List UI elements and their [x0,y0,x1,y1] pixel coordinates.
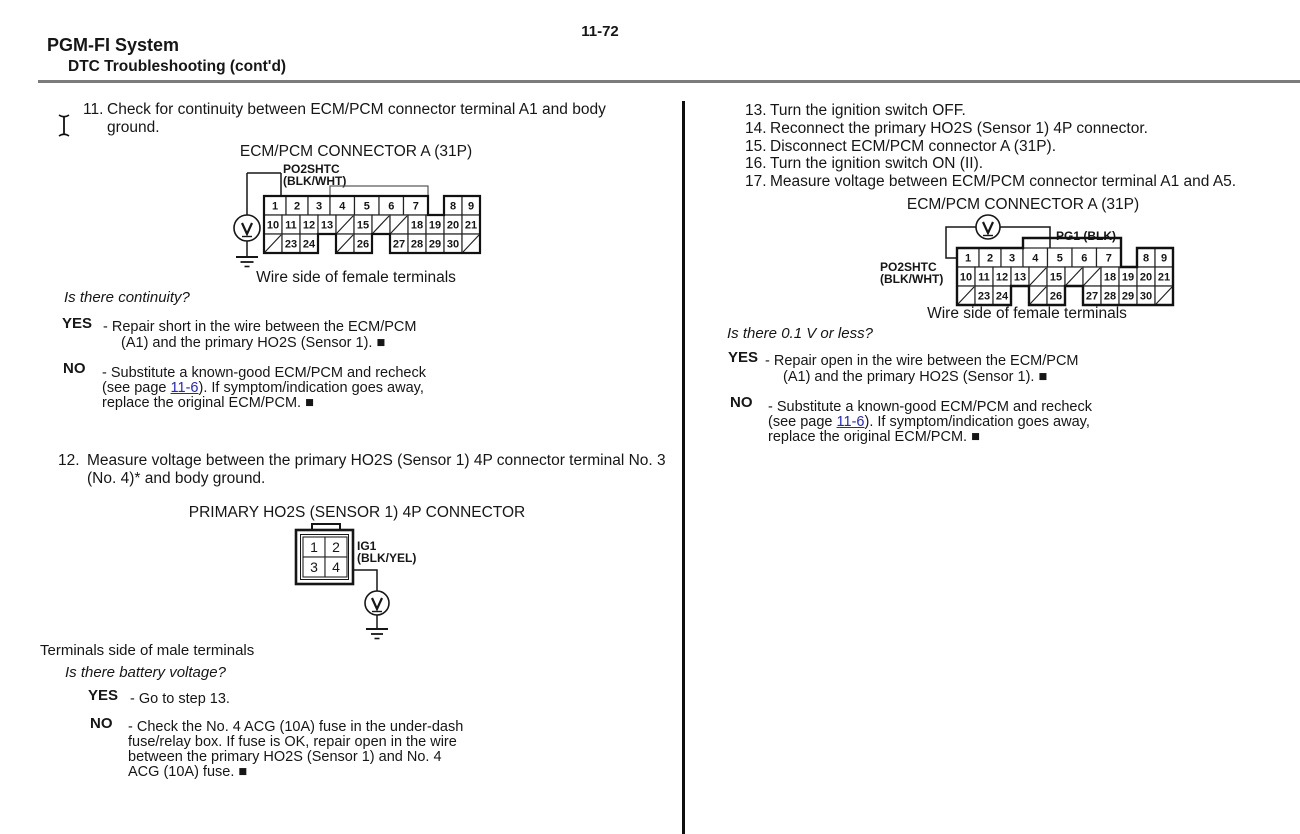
no-label: NO [63,360,86,377]
yes-text-line: (A1) and the primary HO2S (Sensor 1). ■ [783,369,1048,385]
question-continuity: Is there continuity? [64,289,190,306]
terminal-number: 3 [1008,252,1016,265]
terminal-number: 9 [467,200,475,213]
step-number: 15. [745,138,767,155]
terminal-number: 11 [285,219,297,232]
terminal-number: 8 [1142,252,1150,265]
no-text-part: (see page [102,380,171,396]
ground-icon [236,257,258,267]
caption-terminals-side: Terminals side of male terminals [40,642,255,659]
step-number: 13. [745,102,767,119]
caption-wire-side-left: Wire side of female terminals [256,269,456,286]
ecm-connector-a-diagram-right [870,212,1190,312]
terminal-number: 10 [266,219,280,232]
terminal-number: 23 [977,290,991,303]
wire-label-ig1: IG1 [357,539,377,553]
step-number: 16. [745,155,767,172]
terminal-number: 4 [1032,252,1039,265]
no-text-line: between the primary HO2S (Sensor 1) and No. 4 [128,749,442,765]
no-text-part: ). If symptom/indication goes away, [864,414,1090,430]
terminal-number: 3 [315,200,323,213]
terminal-number: 23 [284,238,298,251]
step-item-14 [745,120,1148,138]
header-rule [38,80,1300,83]
yes-label: YES [88,687,119,704]
step-item-12 [58,452,679,487]
terminal-number: 11 [978,271,990,284]
terminal-number: 6 [388,200,395,213]
page-title: PGM-FI System [47,35,180,55]
column-divider [682,101,685,834]
step-text: Check for continuity between ECM/PCM connector terminal A1 and body ground. [107,101,606,136]
terminal-number: 7 [1105,252,1112,265]
terminal-number: 18 [1103,271,1117,284]
no-label: NO [730,394,753,411]
terminal-number: 7 [412,200,419,213]
step-text: Turn the ignition switch OFF. [770,102,966,119]
terminal-number: 20 [446,219,460,232]
no-text-line: - Check the No. 4 ACG (10A) fuse in the under-dash [128,719,464,735]
step-text: Measure voltage between the primary HO2S (Sensor 1) 4P connector terminal No. 3 (No. 4)* and body ground. [87,452,666,487]
step-item-15 [745,138,1056,156]
terminal-number: 2 [293,200,301,213]
yes-text-line: - Repair short in the wire between the ECM/PCM [103,319,417,335]
step-text: Measure voltage between ECM/PCM connector terminal A1 and A5. [770,173,1237,190]
wire-label-blkwht: (BLK/WHT) [880,272,944,286]
terminal-number: 13 [1013,271,1027,284]
ho2s-4p-connector-diagram [285,518,430,650]
connector-a-title-right: ECM/PCM CONNECTOR A (31P) [906,196,1140,213]
step-item-11 [83,101,635,136]
no-text-part: ). If symptom/indication goes away, [198,380,424,396]
terminal-number: 20 [1139,271,1153,284]
terminal-number: 30 [446,238,460,251]
voltmeter-icon [234,215,260,241]
terminal-number: 29 [428,238,442,251]
terminal-number: 26 [356,238,370,251]
terminal-grid [303,537,347,577]
no-text-line [102,380,424,396]
caption-wire-side-right: Wire side of female terminals [927,305,1127,322]
terminal-number: 15 [1049,271,1063,284]
yes-label: YES [62,315,93,332]
terminal-number: 19 [428,219,442,232]
step-text: Disconnect ECM/PCM connector A (31P). [770,138,1057,155]
terminal-number: 18 [410,219,424,232]
no-text-part: (see page [768,414,837,430]
terminal-number: 8 [449,200,457,213]
ecm-connector-a-diagram-left [210,158,500,278]
terminal-number: 27 [1085,290,1099,303]
terminal-number: 12 [995,271,1009,284]
terminal-number: 2 [332,539,340,555]
text-cursor-icon [56,112,72,139]
terminal-number: 4 [339,200,346,213]
terminal-number: 3 [310,559,318,575]
yes-text-line: - Repair open in the wire between the ECM/PCM [765,353,1079,369]
step-item-16 [745,155,983,173]
voltmeter-icon [976,215,1000,239]
ground-icon [366,629,388,639]
wire-label-blkwht: (BLK/WHT) [283,174,347,188]
terminal-number: 12 [302,219,316,232]
no-text-line: replace the original ECM/PCM. ■ [102,395,314,411]
terminal-number: 2 [986,252,994,265]
terminal-number: 19 [1121,271,1135,284]
yes-text-line: - Go to step 13. [130,691,230,707]
terminal-number: 27 [392,238,406,251]
terminal-number: 21 [1157,271,1171,284]
terminal-grid [264,186,480,253]
step-number: 12. [58,452,80,469]
terminal-number: 29 [1121,290,1135,303]
terminal-number: 21 [464,219,478,232]
yes-text-line: (A1) and the primary HO2S (Sensor 1). ■ [121,335,386,351]
terminal-number: 28 [1103,290,1117,303]
step-number: 17. [745,173,767,190]
no-label: NO [90,715,113,732]
terminal-number: 24 [302,238,316,251]
yes-label: YES [728,349,759,366]
question-voltage: Is there 0.1 V or less? [727,325,873,342]
terminal-number: 4 [332,559,340,575]
terminal-number: 15 [356,219,370,232]
wire-label-po2shtc: PO2SHTC [880,260,937,274]
terminal-number: 28 [410,238,424,251]
no-text-line: - Substitute a known-good ECM/PCM and recheck [768,399,1092,415]
terminal-number: 26 [1049,290,1063,303]
terminal-number: 6 [1081,252,1088,265]
no-text-line: ACG (10A) fuse. ■ [128,764,248,780]
terminal-grid [957,238,1173,305]
wire-label-blkyel: (BLK/YEL) [357,551,417,565]
step-text: Reconnect the primary HO2S (Sensor 1) 4P connector. [770,120,1148,137]
wire-label-pg1: PG1 (BLK) [1056,229,1116,243]
wire-label-po2shtc: PO2SHTC [283,162,340,176]
terminal-number: 24 [995,290,1009,303]
step-item-17 [745,173,1236,191]
step-number: 14. [745,120,767,137]
question-battery-voltage: Is there battery voltage? [65,664,226,681]
terminal-number: 13 [320,219,334,232]
connector-4p-title: PRIMARY HO2S (SENSOR 1) 4P CONNECTOR [188,504,526,521]
page-subtitle: DTC Troubleshooting (cont'd) [68,58,287,75]
terminal-number: 9 [1160,252,1168,265]
step-item-13 [745,102,966,120]
page-link-11-6[interactable]: 11-6 [836,414,865,430]
no-text-line: replace the original ECM/PCM. ■ [768,429,980,445]
page-link-11-6[interactable]: 11-6 [170,380,199,396]
terminal-number: 10 [959,271,973,284]
no-text-line: fuse/relay box. If fuse is OK, repair open in the wire [128,734,457,750]
terminal-number: 1 [310,539,318,555]
voltmeter-icon [365,591,389,615]
no-text-line: - Substitute a known-good ECM/PCM and recheck [102,365,426,381]
page-number: 11-72 [581,23,619,40]
terminal-number: 5 [363,200,370,213]
terminal-number: 5 [1056,252,1063,265]
connector-a-title-left: ECM/PCM CONNECTOR A (31P) [239,143,473,160]
step-number: 11. [83,101,104,118]
terminal-number: 1 [271,200,279,213]
no-text-line [768,414,1090,430]
terminal-number: 1 [964,252,972,265]
step-text: Turn the ignition switch ON (II). [770,155,984,172]
terminal-number: 30 [1139,290,1153,303]
